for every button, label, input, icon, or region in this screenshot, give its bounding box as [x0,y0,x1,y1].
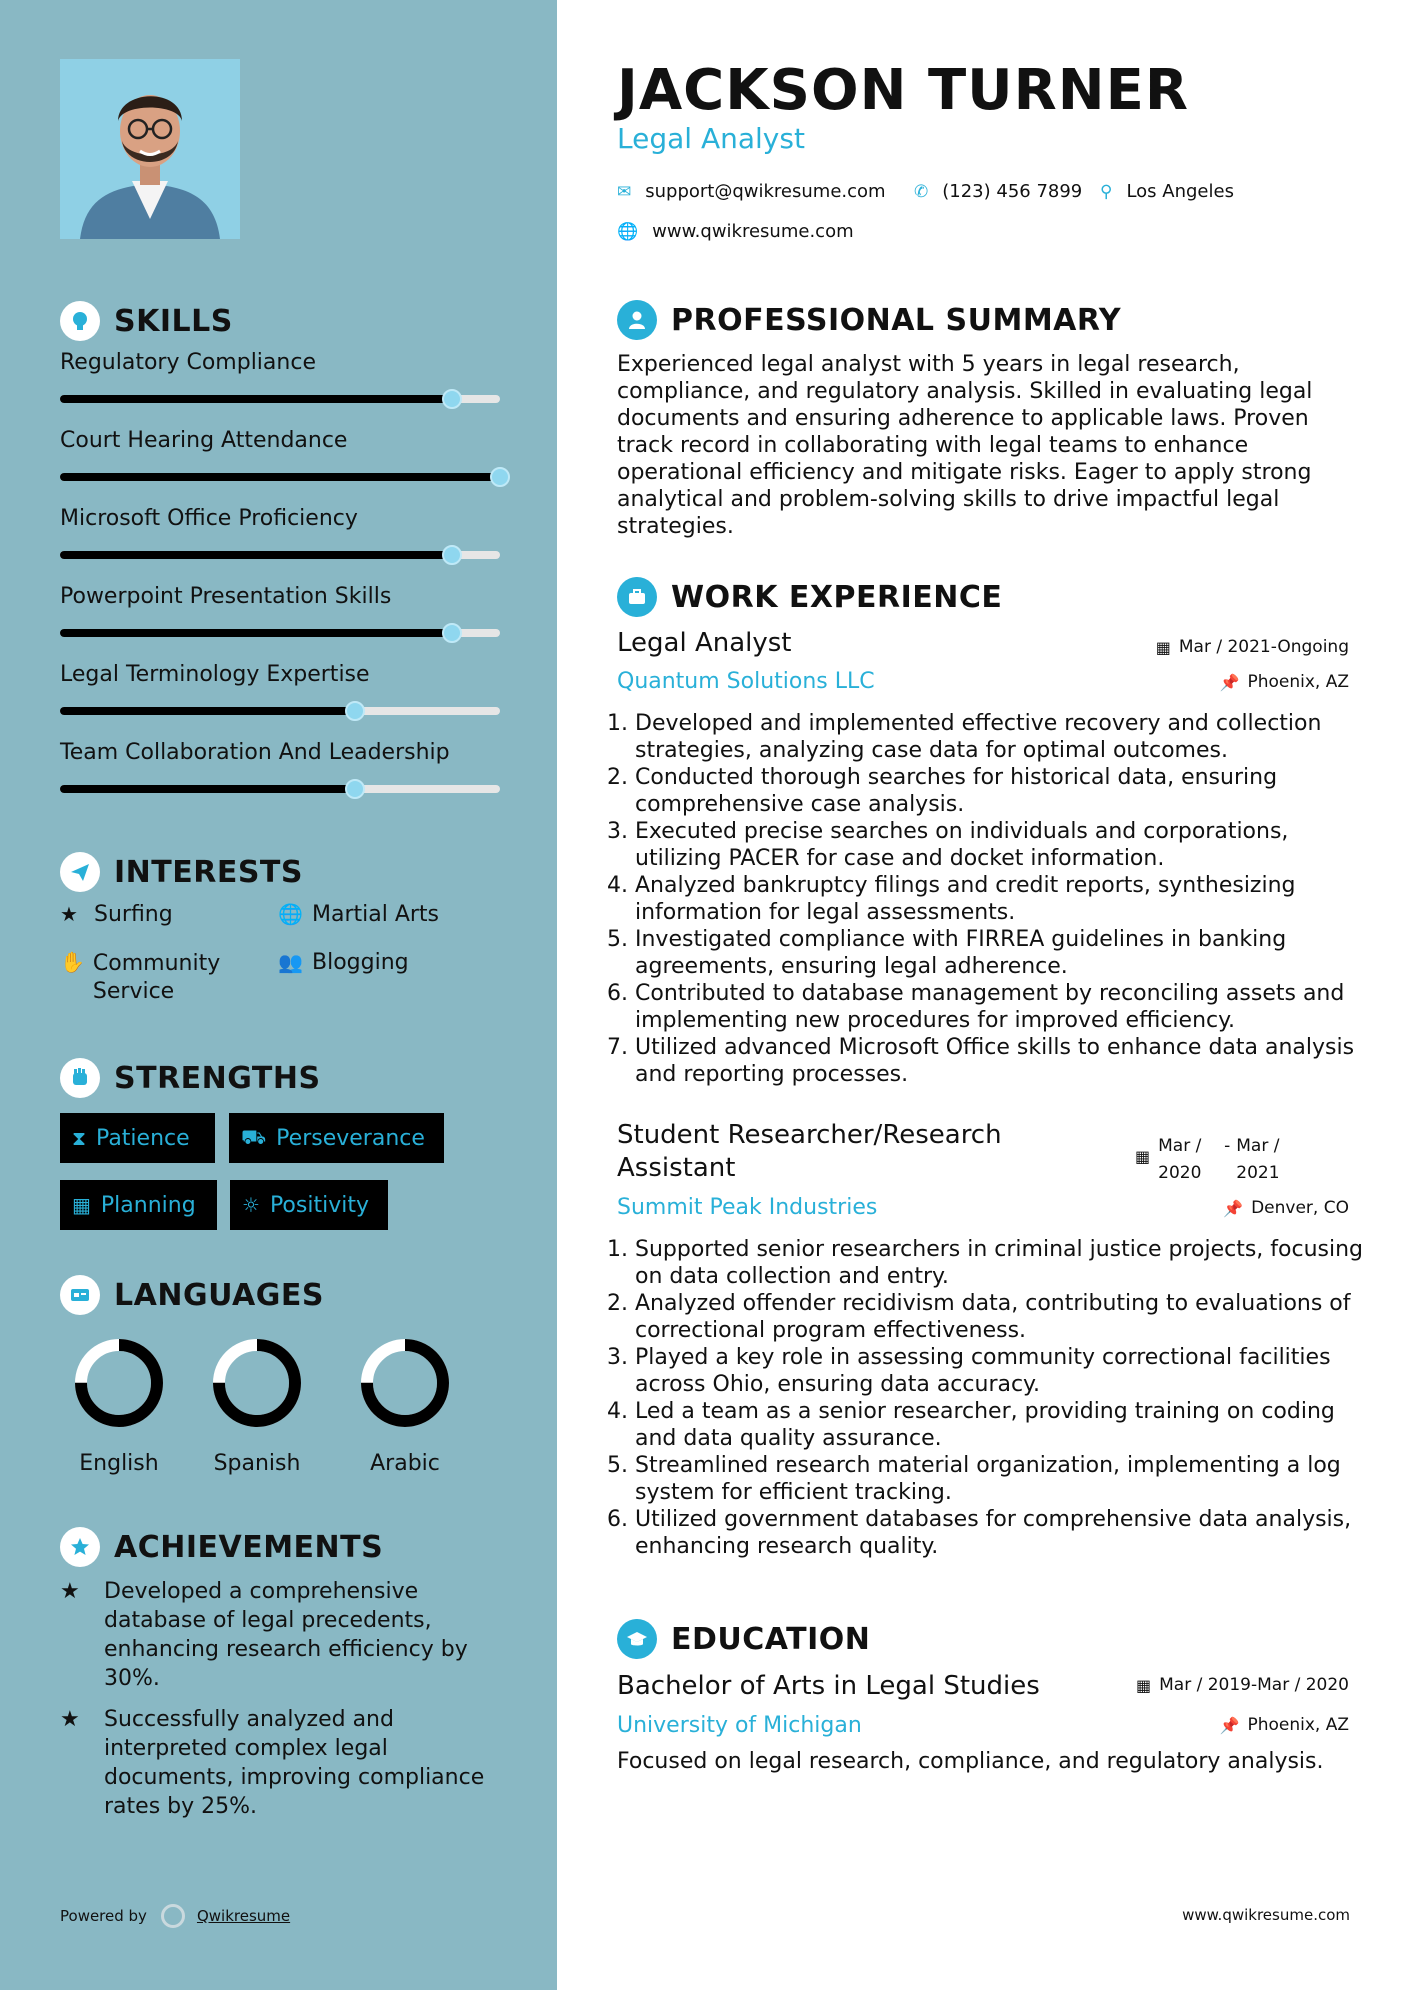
fist-icon [60,1058,100,1098]
skill-item [60,350,500,403]
summary-heading [617,300,1121,340]
strengths-title: STRENGTHS [114,1060,321,1096]
skill-label: Powerpoint Presentation Skills [60,584,392,609]
education-title: EDUCATION [671,1621,871,1657]
strength-badge [230,1180,388,1230]
company-name: Summit Peak Industries [617,1195,878,1220]
phone-text: (123) 456 7899 [942,181,1083,202]
interest-item [60,902,173,927]
interest-label: Blogging [312,950,409,975]
bullet-item: 2. Conducted thorough searches for historical data, ensuring comprehensive case analysis. [635,764,1375,818]
language-ring [207,1333,307,1433]
bullet-item: 3. Executed precise searches on individuals and corporations, utilizing PACER for case and docket information. [635,818,1375,872]
job-bullets [609,1236,1375,1560]
summary-title: PROFESSIONAL SUMMARY [671,302,1122,338]
paper-plane-icon [60,852,100,892]
briefcase-icon [617,577,657,617]
job-title: Student Researcher/Research Assistant [617,1120,1002,1183]
star-icon: ★ [60,902,78,926]
profile-photo [60,59,240,239]
achievement-text: Successfully analyzed and interpreted complex legal documents, improving compliance rates by 25%. [104,1707,485,1819]
strength-label: Perseverance [276,1125,425,1151]
phone-icon: ✆ [914,181,929,202]
bullet-item: 6. Utilized government databases for comprehensive data analysis, enhancing research quality. [635,1506,1375,1560]
degree-title: Bachelor of Arts in Legal Studies [617,1671,1040,1701]
qwikresume-logo-icon [161,1904,185,1928]
interests-title: INTERESTS [114,854,303,890]
job-dates-text: Mar / 2021-Ongoing [1178,637,1349,657]
skill-item [60,740,500,793]
footer-website[interactable]: www.qwikresume.com [1182,1906,1350,1924]
language-item [340,1333,470,1476]
bullet-item: 6. Contributed to database management by reconciling assets and implementing new procedures for improved efficiency. [635,980,1375,1034]
calendar-icon: ▦ [1155,637,1171,657]
achievement-text: Developed a comprehensive database of legal precedents, enhancing research efficiency by 30%. [104,1579,468,1691]
strength-label: Planning [100,1192,196,1218]
language-ring [355,1333,455,1433]
interests-heading [60,852,303,892]
interest-label: Martial Arts [312,902,440,927]
language-label: English [79,1451,159,1476]
contact-location [1100,181,1234,202]
achievements-title: ACHIEVEMENTS [114,1529,384,1565]
sidebar [0,0,557,1990]
summary-text: Experienced legal analyst with 5 years in legal research, compliance, and regulatory analysis. Skilled in evaluating legal documents and ensuring adherence to applicable laws. Proven track record in collaborating with legal teams to enhance operational efficiency and mitigate risks. Eager to apply strong analytical and problem-solving skills to drive impactful legal strategies. [617,352,1313,539]
skill-label: Regulatory Compliance [60,350,316,375]
skill-bar [60,551,500,559]
skills-title: SKILLS [114,303,233,339]
language-ring [69,1333,169,1433]
job-location [1220,672,1349,692]
skill-label: Court Hearing Attendance [60,428,348,453]
interest-item [60,950,260,1006]
achievement-item [60,1705,500,1821]
lightbulb-icon [60,301,100,341]
globe-icon: 🌐 [278,902,303,926]
pin-icon: 📌 [1219,672,1240,692]
education-location-text: Phoenix, AZ [1247,1715,1349,1735]
star-badge-icon [60,1527,100,1567]
skill-item [60,584,500,637]
strength-badge [60,1180,217,1230]
contact-email[interactable] [617,181,886,202]
calendar-icon: ▦ [1135,1675,1152,1695]
bullet-item: 3. Played a key role in assessing community correctional facilities across Ohio, ensuring data accuracy. [635,1344,1375,1398]
email-text: support@qwikresume.com [645,181,886,202]
calendar-icon: ▦ [1135,1147,1151,1166]
strengths-heading [60,1058,321,1098]
pin-icon: 📌 [1223,1198,1244,1218]
binoculars-icon: ⛟ [241,1124,267,1149]
contact-phone[interactable] [914,181,1082,202]
education-description: Focused on legal research, compliance, and regulatory analysis. [617,1749,1324,1774]
language-label: Spanish [213,1451,301,1476]
sun-icon: ☼ [242,1193,260,1217]
hand-icon: ✋ [60,950,85,974]
users-icon: 👥 [278,950,303,974]
bullet-item: 7. Utilized advanced Microsoft Office skills to enhance data analysis and reporting processes. [635,1034,1375,1088]
job-dates [1156,637,1349,657]
skill-bar [60,785,500,793]
powered-by [60,1904,290,1928]
experience-title: WORK EXPERIENCE [671,579,1003,615]
calendar-icon: ▦ [72,1193,91,1217]
globe-icon: 🌐 [617,221,639,242]
website-text: www.qwikresume.com [652,221,854,242]
job-start-date: Mar / 2020 [1158,1136,1202,1183]
contact-website[interactable] [617,221,854,242]
achievements-heading [60,1527,383,1567]
experience-heading [617,577,1002,617]
skill-label: Microsoft Office Proficiency [60,506,358,531]
star-icon: ★ [60,1579,80,1604]
graduation-icon [617,1619,657,1659]
bullet-item: 5. Streamlined research material organization, implementing a log system for efficient tracking. [635,1452,1375,1506]
skills-heading [60,301,233,341]
education-dates [1136,1675,1349,1695]
hourglass-icon: ⧗ [72,1126,87,1150]
job-location-text: Phoenix, AZ [1247,672,1349,692]
envelope-icon: ✉ [617,181,632,202]
strength-badge [60,1113,215,1163]
strength-label: Patience [96,1125,190,1151]
language-item [54,1333,184,1476]
education-location [1220,1715,1349,1735]
job-end-date: Mar / 2021 [1236,1136,1280,1183]
bullet-item: 1. Supported senior researchers in criminal justice projects, focusing on data collection and entry. [635,1236,1375,1290]
achievement-item [60,1577,500,1693]
location-text: Los Angeles [1126,181,1234,202]
education-heading [617,1619,870,1659]
skill-item [60,662,500,715]
map-pin-icon: ⚲ [1100,181,1113,202]
language-item [192,1333,322,1476]
interest-label: Community Service [92,951,221,1004]
job-location [1223,1198,1349,1218]
bullet-item: 2. Analyzed offender recidivism data, contributing to evaluations of correctional program effectiveness. [635,1290,1375,1344]
strength-label: Positivity [269,1192,369,1218]
powered-by-label: Powered by [60,1907,147,1925]
interest-item [278,902,439,927]
skill-bar [60,395,500,403]
interest-item [278,950,409,975]
star-icon: ★ [60,1707,80,1732]
languages-title: LANGUAGES [114,1277,324,1313]
brand-link[interactable]: Qwikresume [196,1907,291,1925]
skill-item [60,506,500,559]
education-dates-text: Mar / 2019-Mar / 2020 [1159,1675,1349,1695]
skill-item [60,428,500,481]
job-dates: ▦ Mar / 2020 - Mar / 2021 [1135,1133,1296,1187]
job-bullets [609,710,1375,1088]
bullet-item: 4. Led a team as a senior researcher, providing training on coding and data quality assurance. [635,1398,1375,1452]
bullet-item: 1. Developed and implemented effective recovery and collection strategies, analyzing case data for optimal outcomes. [635,710,1375,764]
job-title: Legal Analyst [617,628,792,658]
language-label: Arabic [370,1451,440,1476]
bullet-item: 5. Investigated compliance with FIRREA guidelines in banking agreements, ensuring legal adherence. [635,926,1375,980]
languages-heading [60,1275,324,1315]
bullet-item: 4. Analyzed bankruptcy filings and credit reports, synthesizing information for legal assessments. [635,872,1375,926]
job-location-text: Denver, CO [1251,1198,1349,1218]
school-name: University of Michigan [617,1713,862,1738]
user-icon [617,300,657,340]
skill-bar [60,473,500,481]
candidate-name: JACKSON TURNER [617,58,1190,123]
candidate-role: Legal Analyst [617,122,805,155]
strength-badge [229,1113,444,1163]
pin-icon: 📌 [1219,1715,1240,1735]
skill-label: Legal Terminology Expertise [60,662,370,687]
skill-bar [60,629,500,637]
skill-bar [60,707,500,715]
skill-label: Team Collaboration And Leadership [60,740,450,765]
interest-label: Surfing [94,902,173,927]
language-icon [60,1275,100,1315]
company-name: Quantum Solutions LLC [617,669,875,694]
